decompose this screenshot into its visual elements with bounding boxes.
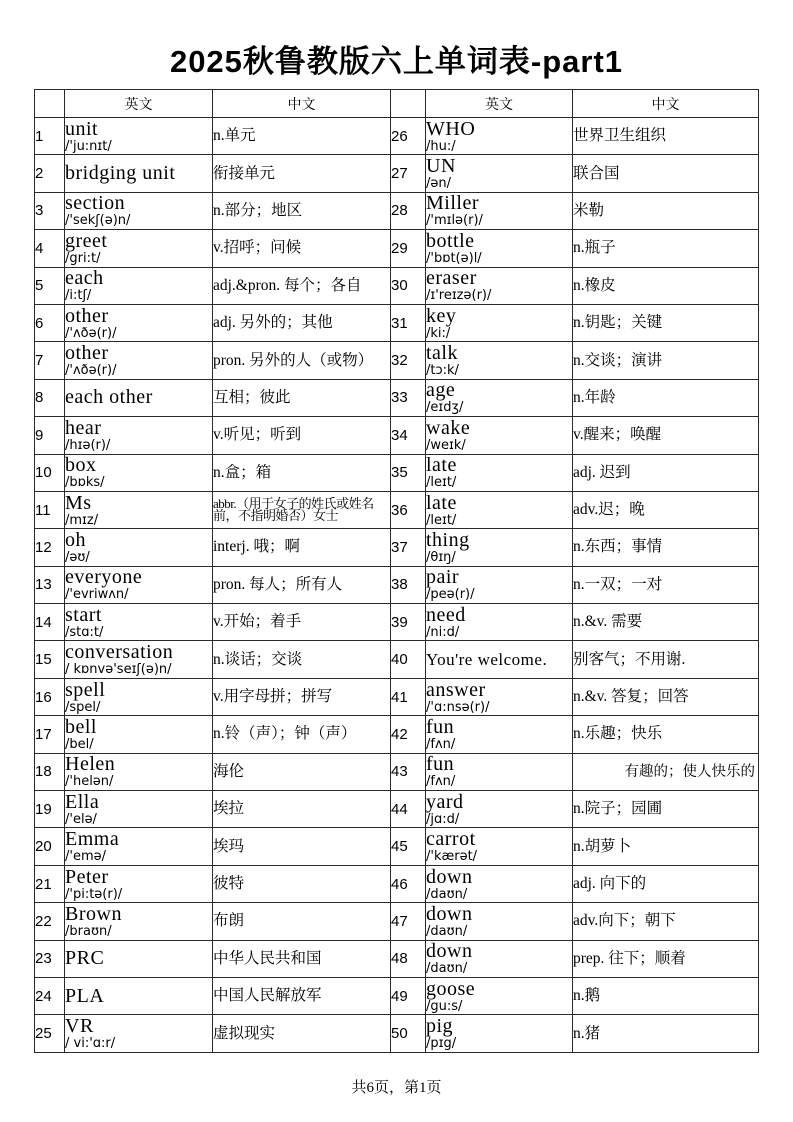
english-word-cell <box>426 1015 573 1052</box>
english-word: pair <box>426 566 460 589</box>
chinese-meaning: v.招呼；问候 <box>213 230 391 267</box>
english-word: bottle <box>426 229 475 252</box>
row-number: 34 <box>391 417 426 454</box>
table-row <box>35 791 759 828</box>
row-number: 28 <box>391 192 426 229</box>
phonetic: /tɔ:k/ <box>426 363 459 379</box>
english-word: thing <box>426 528 470 551</box>
chinese-meaning: n.年龄 <box>573 379 759 416</box>
table-row <box>35 379 759 416</box>
english-word-cell <box>65 230 213 267</box>
phonetic: /'emə/ <box>65 849 106 865</box>
chinese-meaning: v.醒来；唤醒 <box>573 417 759 454</box>
row-number: 41 <box>391 678 426 715</box>
chinese-meaning: n.猪 <box>573 1015 759 1052</box>
chinese-meaning: n.&v. 答复；回答 <box>573 678 759 715</box>
english-word-cell <box>426 454 573 491</box>
vocab-table <box>34 89 759 1053</box>
english-word-cell <box>65 155 213 192</box>
english-word: age <box>426 379 456 402</box>
chinese-meaning: n.胡萝卜 <box>573 828 759 865</box>
english-word-cell <box>426 865 573 902</box>
row-number: 20 <box>35 828 65 865</box>
english-word: each <box>65 267 104 290</box>
chinese-meaning: 联合国 <box>573 155 759 192</box>
table-header <box>35 90 759 118</box>
row-number: 10 <box>35 454 65 491</box>
chinese-meaning: n.鹅 <box>573 977 759 1014</box>
header-chinese-right: 中文 <box>573 90 759 118</box>
chinese-meaning: adj. 向下的 <box>573 865 759 902</box>
english-word: PRC <box>65 947 105 970</box>
english-word-cell <box>426 977 573 1014</box>
phonetic: /jɑ:d/ <box>426 811 460 827</box>
english-word: pig <box>426 1015 454 1038</box>
table-row <box>35 903 759 940</box>
chinese-meaning: n.一双；一对 <box>573 566 759 603</box>
row-number: 19 <box>35 791 65 828</box>
row-number: 16 <box>35 678 65 715</box>
phonetic: /'evriwʌn/ <box>65 587 129 603</box>
chinese-meaning: n.东西；事情 <box>573 529 759 566</box>
english-word: Helen <box>65 753 116 776</box>
english-word: goose <box>426 977 476 1000</box>
phonetic: /bɒks/ <box>65 475 105 491</box>
table-row <box>35 267 759 304</box>
english-word: late <box>426 491 457 514</box>
chinese-meaning: n.院子；园圃 <box>573 791 759 828</box>
english-word: VR <box>65 1015 94 1038</box>
chinese-meaning: 虚拟现实 <box>213 1015 391 1052</box>
phonetic: /'sekʃ(ə)n/ <box>65 213 131 229</box>
row-number: 45 <box>391 828 426 865</box>
chinese-meaning: n.橡皮 <box>573 267 759 304</box>
row-number: 9 <box>35 417 65 454</box>
row-number: 13 <box>35 566 65 603</box>
english-word-cell <box>65 118 213 155</box>
chinese-meaning: pron. 每人；所有人 <box>213 566 391 603</box>
phonetic: /i:tʃ/ <box>65 288 92 304</box>
table-row <box>35 192 759 229</box>
english-word: Emma <box>65 828 120 851</box>
table-row <box>35 604 759 641</box>
header-english-right: 英文 <box>426 90 573 118</box>
row-number: 21 <box>35 865 65 902</box>
table-row <box>35 342 759 379</box>
row-number: 36 <box>391 491 426 528</box>
english-word: oh <box>65 528 86 551</box>
english-word-cell <box>65 379 213 416</box>
table-row <box>35 491 759 528</box>
chinese-meaning: 埃玛 <box>213 828 391 865</box>
row-number: 2 <box>35 155 65 192</box>
table-body <box>35 118 759 1053</box>
english-word: start <box>65 603 102 626</box>
row-number: 22 <box>35 903 65 940</box>
english-word-cell <box>426 753 573 790</box>
chinese-meaning: interj. 哦；啊 <box>213 529 391 566</box>
phonetic: /'kærət/ <box>426 849 478 865</box>
row-number: 42 <box>391 716 426 753</box>
english-word-cell <box>426 903 573 940</box>
page-footer: 共6页，第1页 <box>351 1080 442 1096</box>
chinese-meaning: adj. 另外的；其他 <box>213 304 391 341</box>
english-word: unit <box>65 117 99 140</box>
english-word: UN <box>426 155 456 178</box>
table-row <box>35 828 759 865</box>
english-word-cell <box>65 529 213 566</box>
phonetic: /θɪŋ/ <box>426 549 456 565</box>
chinese-meaning: 互相；彼此 <box>213 379 391 416</box>
row-number: 18 <box>35 753 65 790</box>
english-word-cell <box>65 865 213 902</box>
english-word: talk <box>426 342 458 365</box>
english-word-cell <box>426 529 573 566</box>
english-word-cell <box>426 940 573 977</box>
row-number: 37 <box>391 529 426 566</box>
row-number: 11 <box>35 491 65 528</box>
row-number: 15 <box>35 641 65 678</box>
row-number: 26 <box>391 118 426 155</box>
phonetic: /leɪt/ <box>426 512 457 528</box>
row-number: 1 <box>35 118 65 155</box>
english-word-cell <box>426 566 573 603</box>
row-number: 5 <box>35 267 65 304</box>
phonetic: / vi:'ɑ:r/ <box>65 1036 116 1052</box>
phonetic: /gu:s/ <box>426 998 463 1014</box>
header-chinese-left: 中文 <box>213 90 391 118</box>
row-number: 7 <box>35 342 65 379</box>
chinese-meaning: v.开始；着手 <box>213 604 391 641</box>
table-row <box>35 118 759 155</box>
chinese-meaning: 中华人民共和国 <box>213 940 391 977</box>
chinese-meaning: 世界卫生组织 <box>573 118 759 155</box>
english-word: spell <box>65 678 106 701</box>
page-title: 2025秋鲁教版六上单词表-part1 <box>169 44 624 79</box>
english-word-cell <box>65 753 213 790</box>
row-number: 46 <box>391 865 426 902</box>
row-number: 8 <box>35 379 65 416</box>
header-row <box>35 90 759 118</box>
phonetic: /weɪk/ <box>426 437 466 453</box>
chinese-meaning: n.钥匙；关键 <box>573 304 759 341</box>
english-word: You're welcome. <box>426 650 548 670</box>
english-word-cell <box>426 678 573 715</box>
english-word-cell <box>65 342 213 379</box>
english-word: hear <box>65 416 102 439</box>
english-word-cell <box>65 641 213 678</box>
phonetic: /'mɪlə(r)/ <box>426 213 483 229</box>
english-word-cell <box>426 716 573 753</box>
english-word: key <box>426 304 457 327</box>
phonetic: /hɪə(r)/ <box>65 437 111 453</box>
chinese-meaning: 米勒 <box>573 192 759 229</box>
phonetic: /eɪdʒ/ <box>426 400 464 416</box>
chinese-meaning: v.用字母拼；拼写 <box>213 678 391 715</box>
english-word-cell <box>426 641 573 678</box>
english-word: fun <box>426 715 455 738</box>
english-word-cell <box>65 454 213 491</box>
chinese-meaning: adj.&pron. 每个；各自 <box>213 267 391 304</box>
english-word-cell <box>65 828 213 865</box>
english-word: Brown <box>65 902 122 925</box>
table-row <box>35 529 759 566</box>
english-word: eraser <box>426 267 477 290</box>
english-word: PLA <box>65 984 105 1007</box>
chinese-meaning: 有趣的；使人快乐的 <box>573 753 759 790</box>
phonetic: /'ju:nɪt/ <box>65 138 112 154</box>
chinese-meaning: n.盒；箱 <box>213 454 391 491</box>
english-word: carrot <box>426 828 476 851</box>
phonetic: /'pi:tə(r)/ <box>65 886 123 902</box>
chinese-meaning: 埃拉 <box>213 791 391 828</box>
phonetic: /bel/ <box>65 736 94 752</box>
row-number: 3 <box>35 192 65 229</box>
chinese-meaning: 彼特 <box>213 865 391 902</box>
phonetic: /'helən/ <box>65 774 114 790</box>
english-word-cell <box>426 342 573 379</box>
row-number: 6 <box>35 304 65 341</box>
chinese-meaning: adv.向下；朝下 <box>573 903 759 940</box>
phonetic: /daʊn/ <box>426 961 468 977</box>
table-row <box>35 566 759 603</box>
english-word-cell <box>426 828 573 865</box>
header-num-cell <box>391 90 426 118</box>
chinese-meaning: n.部分；地区 <box>213 192 391 229</box>
row-number: 49 <box>391 977 426 1014</box>
table-row <box>35 865 759 902</box>
english-word-cell <box>65 491 213 528</box>
table-row <box>35 641 759 678</box>
english-word-cell <box>65 604 213 641</box>
english-word-cell <box>65 566 213 603</box>
phonetic: /fʌn/ <box>426 774 456 790</box>
english-word-cell <box>426 118 573 155</box>
english-word: Peter <box>65 865 109 888</box>
english-word: down <box>426 940 473 963</box>
english-word: down <box>426 902 473 925</box>
phonetic: /pɪg/ <box>426 1036 457 1052</box>
phonetic: /mɪz/ <box>65 512 99 528</box>
english-word: yard <box>426 790 464 813</box>
table-row <box>35 230 759 267</box>
chinese-meaning: n.瓶子 <box>573 230 759 267</box>
english-word-cell <box>426 417 573 454</box>
row-number: 39 <box>391 604 426 641</box>
table-row <box>35 304 759 341</box>
row-number: 43 <box>391 753 426 790</box>
english-word-cell <box>65 903 213 940</box>
row-number: 25 <box>35 1015 65 1052</box>
row-number: 31 <box>391 304 426 341</box>
chinese-meaning: 海伦 <box>213 753 391 790</box>
english-word-cell <box>65 192 213 229</box>
phonetic: /əʊ/ <box>65 549 90 565</box>
row-number: 50 <box>391 1015 426 1052</box>
english-word: each other <box>65 386 153 409</box>
chinese-meaning: pron. 另外的人（或物） <box>213 342 391 379</box>
row-number: 32 <box>391 342 426 379</box>
phonetic: /gri:t/ <box>65 250 101 266</box>
row-number: 33 <box>391 379 426 416</box>
phonetic: /ki:/ <box>426 325 451 341</box>
english-word-cell <box>426 155 573 192</box>
row-number: 14 <box>35 604 65 641</box>
english-word: greet <box>65 229 108 252</box>
english-word-cell <box>65 1015 213 1052</box>
chinese-meaning: prep. 往下；顺着 <box>573 940 759 977</box>
chinese-meaning: n.铃（声）；钟（声） <box>213 716 391 753</box>
chinese-meaning: n.&v. 需要 <box>573 604 759 641</box>
row-number: 4 <box>35 230 65 267</box>
english-word: section <box>65 192 126 215</box>
row-number: 23 <box>35 940 65 977</box>
english-word-cell <box>426 379 573 416</box>
chinese-meaning: abbr.（用于女子的姓氏或姓名前，不指明婚否）女士 <box>213 491 391 528</box>
english-word: bell <box>65 715 97 738</box>
english-word-cell <box>426 791 573 828</box>
row-number: 47 <box>391 903 426 940</box>
table-row <box>35 977 759 1014</box>
english-word-cell <box>65 304 213 341</box>
english-word-cell <box>426 267 573 304</box>
english-word: wake <box>426 416 471 439</box>
english-word: down <box>426 865 473 888</box>
header-english-left: 英文 <box>65 90 213 118</box>
phonetic: / kɒnvə'seɪʃ(ə)n/ <box>65 662 172 678</box>
row-number: 44 <box>391 791 426 828</box>
phonetic: /peə(r)/ <box>426 587 475 603</box>
english-word: late <box>426 454 457 477</box>
english-word: conversation <box>65 641 174 664</box>
row-number: 27 <box>391 155 426 192</box>
english-word: Miller <box>426 192 479 215</box>
phonetic: /braʊn/ <box>65 923 112 939</box>
english-word-cell <box>65 940 213 977</box>
chinese-meaning: n.乐趣；快乐 <box>573 716 759 753</box>
english-word: other <box>65 304 109 327</box>
phonetic: /fʌn/ <box>426 736 456 752</box>
phonetic: /stɑ:t/ <box>65 624 104 640</box>
chinese-meaning: n.交谈；演讲 <box>573 342 759 379</box>
english-word: everyone <box>65 566 143 589</box>
english-word: box <box>65 454 97 477</box>
table-row <box>35 940 759 977</box>
english-word: Ms <box>65 491 92 514</box>
row-number: 17 <box>35 716 65 753</box>
english-word: answer <box>426 678 486 701</box>
phonetic: /'ʌðə(r)/ <box>65 325 117 341</box>
chinese-meaning: 衔接单元 <box>213 155 391 192</box>
phonetic: /spel/ <box>65 699 101 715</box>
english-word: other <box>65 342 109 365</box>
phonetic: /daʊn/ <box>426 886 468 902</box>
english-word-cell <box>426 491 573 528</box>
chinese-meaning: adv.迟；晚 <box>573 491 759 528</box>
phonetic: /hu:/ <box>426 138 456 154</box>
english-word: Ella <box>65 790 100 813</box>
english-word-cell <box>65 791 213 828</box>
chinese-meaning: v.听见；听到 <box>213 417 391 454</box>
table-row <box>35 454 759 491</box>
table-row <box>35 417 759 454</box>
row-number: 48 <box>391 940 426 977</box>
table-row <box>35 678 759 715</box>
phonetic: /ɪ'reɪzə(r)/ <box>426 288 492 304</box>
row-number: 29 <box>391 230 426 267</box>
phonetic: /'bɒt(ə)l/ <box>426 250 482 266</box>
english-word: bridging unit <box>65 162 176 185</box>
english-word-cell <box>65 417 213 454</box>
table-row <box>35 155 759 192</box>
english-word-cell <box>65 716 213 753</box>
chinese-meaning: 布朗 <box>213 903 391 940</box>
phonetic: /'ɑ:nsə(r)/ <box>426 699 490 715</box>
english-word-cell <box>65 977 213 1014</box>
phonetic: /'ʌðə(r)/ <box>65 363 117 379</box>
english-word-cell <box>65 678 213 715</box>
chinese-meaning: n.单元 <box>213 118 391 155</box>
row-number: 35 <box>391 454 426 491</box>
header-num-cell <box>35 90 65 118</box>
phonetic: /ən/ <box>426 176 451 192</box>
row-number: 24 <box>35 977 65 1014</box>
chinese-meaning: n.谈话；交谈 <box>213 641 391 678</box>
row-number: 38 <box>391 566 426 603</box>
chinese-meaning: adj. 迟到 <box>573 454 759 491</box>
phonetic: /daʊn/ <box>426 923 468 939</box>
phonetic: /'elə/ <box>65 811 97 827</box>
english-word-cell <box>426 604 573 641</box>
table-row <box>35 1015 759 1052</box>
row-number: 30 <box>391 267 426 304</box>
english-word-cell <box>65 267 213 304</box>
row-number: 40 <box>391 641 426 678</box>
phonetic: /ni:d/ <box>426 624 460 640</box>
chinese-meaning: 别客气；不用谢. <box>573 641 759 678</box>
english-word-cell <box>426 230 573 267</box>
chinese-meaning: 中国人民解放军 <box>213 977 391 1014</box>
table-row <box>35 716 759 753</box>
english-word: need <box>426 603 466 626</box>
table-row <box>35 753 759 790</box>
english-word: WHO <box>426 117 476 140</box>
english-word-cell <box>426 304 573 341</box>
english-word-cell <box>426 192 573 229</box>
row-number: 12 <box>35 529 65 566</box>
english-word: fun <box>426 753 455 776</box>
phonetic: /leɪt/ <box>426 475 457 491</box>
